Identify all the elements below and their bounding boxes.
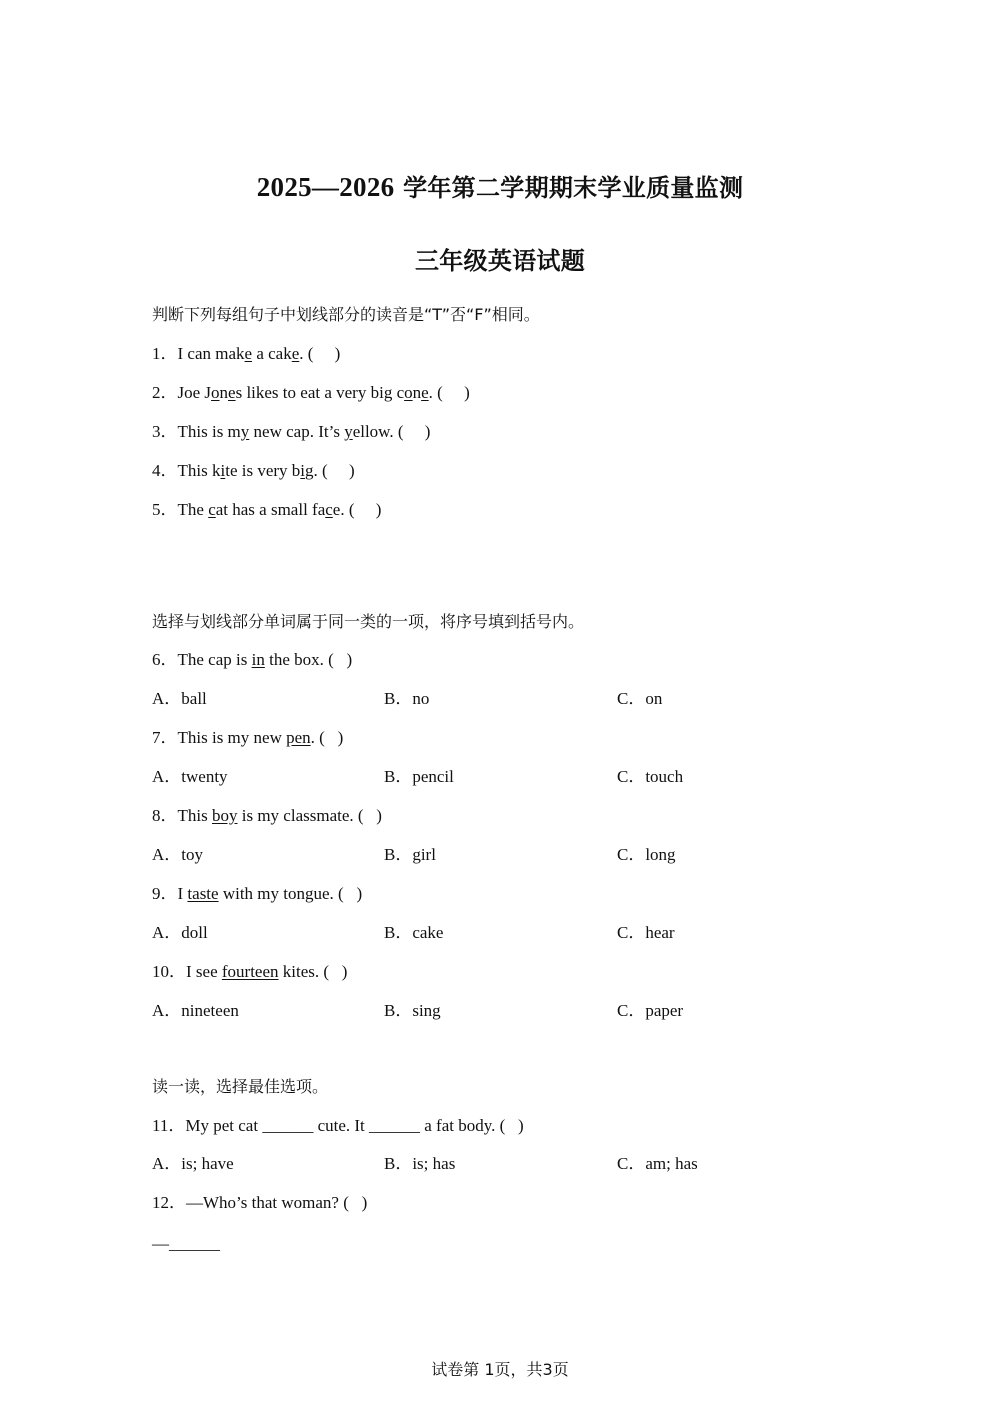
- question-5: 5．The cat has a small face. ( ): [152, 500, 382, 519]
- question-6: 6．The cap is in the box. ( ): [152, 650, 353, 669]
- q8-option-c[interactable]: C．long: [617, 845, 676, 864]
- question-4: 4．This kite is very big. ( ): [152, 461, 355, 480]
- q6-option-a[interactable]: A．ball: [152, 689, 207, 708]
- exam-subtitle: 三年级英语试题: [414, 247, 586, 275]
- section1-instruction: 判断下列每组句子中划线部分的读音是“T”否“F”相同。: [152, 305, 540, 324]
- question-8: 8．This boy is my classmate. ( ): [152, 806, 382, 825]
- q9-option-c[interactable]: C．hear: [617, 923, 675, 942]
- q12-answer-blank: —______: [152, 1234, 220, 1253]
- q6-option-c[interactable]: C．on: [617, 689, 663, 708]
- q11-option-a[interactable]: A．is; have: [152, 1154, 234, 1173]
- question-1: 1．I can make a cake. ( ): [152, 344, 341, 363]
- q11-option-b[interactable]: B．is; has: [384, 1154, 456, 1173]
- question-7: 7．This is my new pen. ( ): [152, 728, 344, 747]
- question-3: 3．This is my new cap. It’s yellow. ( ): [152, 422, 431, 441]
- q6-option-b[interactable]: B．no: [384, 689, 430, 708]
- q8-option-b[interactable]: B．girl: [384, 845, 436, 864]
- question-11: 11．My pet cat ______ cute. It ______ a fat body. ( ): [152, 1116, 524, 1135]
- q7-option-c[interactable]: C．touch: [617, 767, 684, 786]
- title-year: 2025—2026: [256, 172, 395, 202]
- q7-option-a[interactable]: A．twenty: [152, 767, 228, 786]
- q10-option-a[interactable]: A．nineteen: [152, 1001, 239, 1020]
- page-footer: 试卷第 1页，共3页: [431, 1360, 569, 1379]
- question-2: 2．Joe Jones likes to eat a very big cone. ( ): [152, 383, 470, 402]
- exam-title: [0, 168, 1000, 203]
- title-text: 学年第二学期期末学业质量监测: [403, 174, 744, 202]
- question-10: 10．I see fourteen kites. ( ): [152, 962, 348, 981]
- q7-option-b[interactable]: B．pencil: [384, 767, 454, 786]
- section3-instruction: 读一读，选择最佳选项。: [152, 1077, 329, 1096]
- q10-option-c[interactable]: C．paper: [617, 1001, 684, 1020]
- q9-option-a[interactable]: A．doll: [152, 923, 208, 942]
- question-9: 9．I taste with my tongue. ( ): [152, 884, 363, 903]
- q10-option-b[interactable]: B．sing: [384, 1001, 441, 1020]
- section2-instruction: 选择与划线部分单词属于同一类的一项，将序号填到括号内。: [152, 612, 585, 631]
- q11-option-c[interactable]: C．am; has: [617, 1154, 698, 1173]
- q9-option-b[interactable]: B．cake: [384, 923, 444, 942]
- question-12: 12．—Who’s that woman? ( ): [152, 1193, 368, 1212]
- q8-option-a[interactable]: A．toy: [152, 845, 203, 864]
